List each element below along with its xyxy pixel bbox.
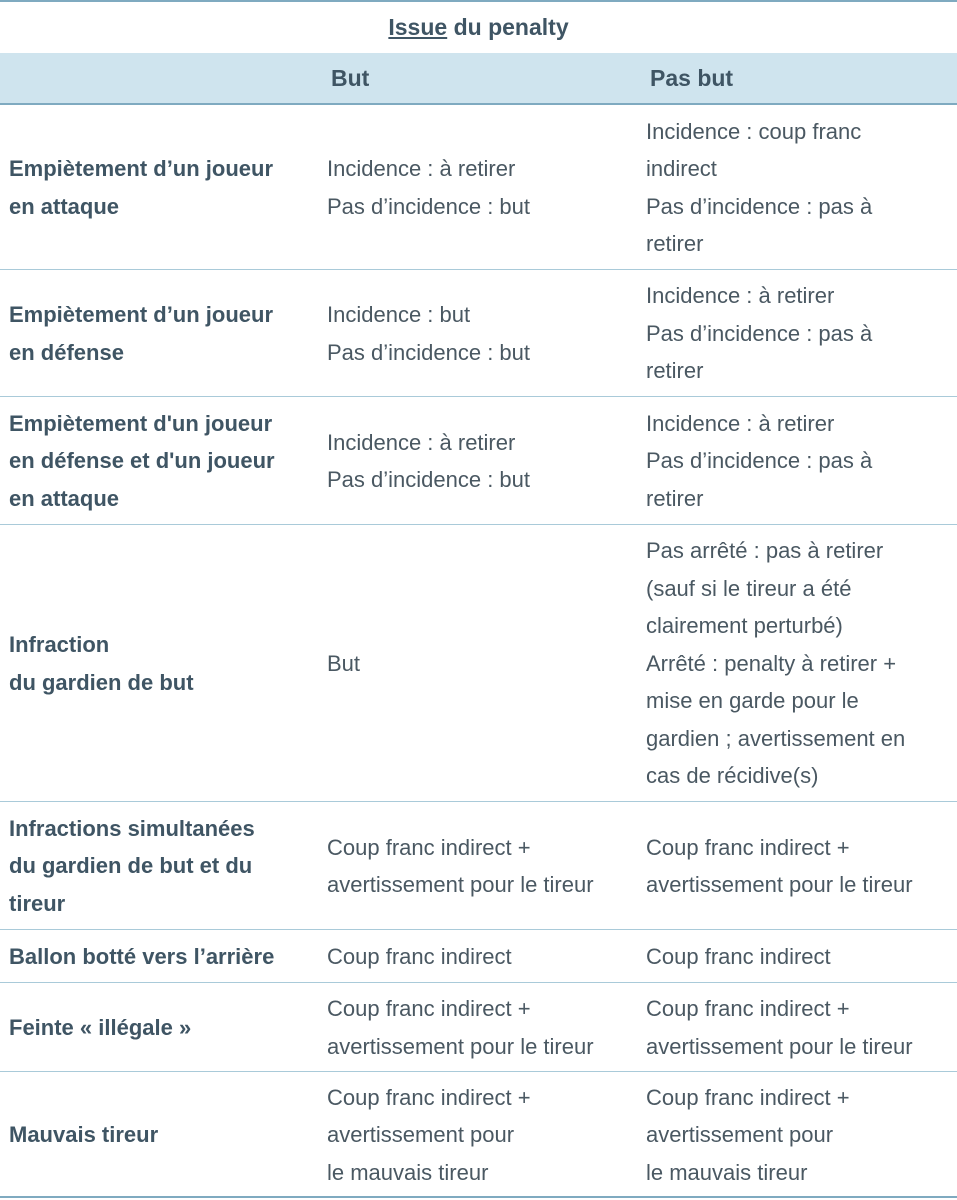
but-cell [327, 525, 627, 802]
pas-but-cell [646, 1072, 951, 1198]
cell-text-line: avertissement pour le tireur [646, 872, 913, 897]
cell-text-line: du gardien de but et du [9, 853, 253, 879]
cell-text-line: Incidence : coup franc [646, 118, 862, 144]
cell-text-line: clairement perturbé) [646, 613, 843, 639]
cell-text-line: Incidence : but [327, 302, 471, 327]
table-row [0, 105, 957, 270]
table-title [0, 2, 957, 52]
title-underlined-word: Issue [388, 13, 448, 40]
table-row [0, 397, 957, 525]
cell-text-line: gardien ; avertissement en [646, 725, 906, 751]
but-cell [327, 270, 627, 397]
cell-text-line: Coup franc indirect [646, 943, 831, 969]
cell-text-line: Incidence : à retirer [327, 429, 516, 455]
cell-text-line: Pas d’incidence : but [327, 339, 531, 365]
but-cell [327, 930, 627, 983]
cell-text-line: en attaque [9, 485, 120, 511]
row-label-cell [9, 397, 314, 525]
pas-but-cell [646, 930, 951, 983]
cell-text-line: (sauf si le tireur a été [646, 575, 852, 601]
cell-text-line: Pas d’incidence : pas à [646, 193, 873, 219]
cell-text-line: tireur [9, 890, 66, 916]
cell-text-line: Arrêté : penalty à retirer + [646, 650, 897, 676]
cell-text-line: en attaque [9, 193, 120, 219]
cell-text-line: Mauvais tireur [9, 1122, 159, 1148]
cell-text-line: avertissement pour le tireur [327, 872, 594, 897]
cell-text-line: Pas arrêté : pas à retirer [646, 538, 884, 564]
cell-text-line: cas de récidive(s) [646, 763, 819, 789]
cell-text-line: avertissement pour [327, 1122, 515, 1148]
column-header-row [0, 53, 957, 103]
row-label-cell [9, 270, 314, 397]
table-row [0, 1072, 957, 1198]
cell-text-line: Coup franc indirect + [327, 834, 531, 860]
row-label-cell [9, 983, 314, 1072]
pas-but-cell [646, 105, 951, 270]
cell-text-line: Empiètement d’un joueur [9, 156, 274, 181]
cell-text-line: du gardien de but [9, 669, 194, 695]
cell-text-line: Feinte « illégale » [9, 1014, 192, 1040]
pas-but-cell [646, 983, 951, 1072]
title-rest: du penalty [447, 13, 569, 40]
cell-text-line: Coup franc indirect + [646, 1084, 850, 1110]
cell-text-line: Infraction [9, 632, 110, 657]
cell-text-line: retirer [646, 231, 704, 256]
cell-text-line: Coup franc indirect + [646, 996, 850, 1021]
cell-text-line: avertissement pour le tireur [646, 1033, 913, 1059]
cell-text-line: Empiètement d’un joueur [9, 302, 274, 327]
cell-text-line: en défense et d'un joueur [9, 448, 275, 474]
cell-text-line: Infractions simultanées [9, 815, 255, 841]
row-divider [0, 1196, 957, 1198]
table-row [0, 930, 957, 983]
table-row [0, 802, 957, 930]
cell-text-line: retirer [646, 358, 704, 384]
row-label-cell [9, 525, 314, 802]
cell-text-line: Coup franc indirect + [327, 996, 531, 1021]
table-row [0, 525, 957, 802]
row-label-cell [9, 930, 314, 983]
cell-text-line: Coup franc indirect + [327, 1084, 531, 1110]
row-label-cell [9, 802, 314, 930]
cell-text-line: Coup franc indirect + [646, 834, 850, 860]
but-cell [327, 802, 627, 930]
cell-text-line: Pas d’incidence : but [327, 467, 531, 492]
cell-text-line: mise en garde pour le [646, 688, 859, 714]
cell-text-line: en défense [9, 339, 124, 365]
but-cell [327, 397, 627, 525]
cell-text-line: Coup franc indirect [327, 943, 512, 969]
cell-text-line: Incidence : à retirer [646, 410, 835, 436]
cell-text-line: Empiètement d'un joueur [9, 410, 273, 436]
cell-text-line: Ballon botté vers l’arrière [9, 943, 275, 969]
cell-text-line: retirer [646, 485, 704, 511]
table-row [0, 983, 957, 1072]
cell-text-line: avertissement pour [646, 1122, 834, 1148]
cell-text-line: le mauvais tireur [327, 1159, 489, 1185]
cell-text-line: Pas d’incidence : pas à [646, 448, 873, 474]
pas-but-cell [646, 397, 951, 525]
cell-text-line: indirect [646, 156, 717, 181]
but-cell [327, 1072, 627, 1198]
cell-text-line: But [327, 650, 361, 676]
table-row [0, 270, 957, 397]
cell-text-line: le mauvais tireur [646, 1159, 808, 1185]
column-header-pas-but: Pas but [650, 64, 734, 91]
cell-text-line: Incidence : à retirer [327, 156, 516, 181]
cell-text-line: Pas d’incidence : but [327, 193, 531, 219]
column-header-but: But [331, 64, 370, 91]
cell-text-line: avertissement pour le tireur [327, 1033, 594, 1059]
row-label-cell [9, 105, 314, 270]
but-cell [327, 105, 627, 270]
pas-but-cell [646, 525, 951, 802]
cell-text-line: Incidence : à retirer [646, 283, 835, 309]
pas-but-cell [646, 270, 951, 397]
but-cell [327, 983, 627, 1072]
cell-text-line: Pas d’incidence : pas à [646, 320, 873, 346]
pas-but-cell [646, 802, 951, 930]
row-label-cell [9, 1072, 314, 1198]
